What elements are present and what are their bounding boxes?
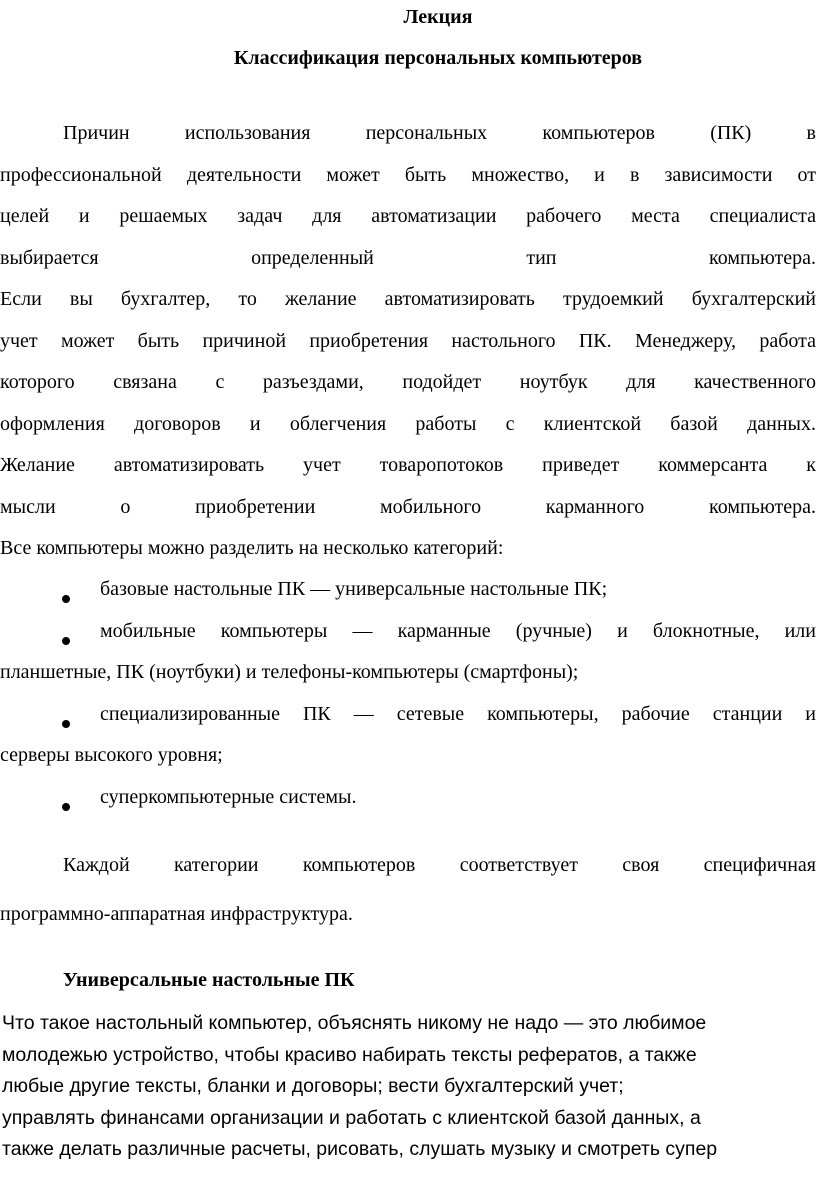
intro-line: Причин использования персональных компьютеров (ПК) в bbox=[63, 122, 816, 144]
intro-line: оформления договоров и облегчения работы с клиентской базой данных. bbox=[0, 412, 816, 435]
closing-line: Каждой категории компьютеров соответствует своя специфичная bbox=[63, 854, 816, 876]
list-item bbox=[0, 620, 816, 703]
section-line: любые другие тексты, бланки и договоры; вести бухгалтерский учет; bbox=[2, 1075, 624, 1098]
intro-line: мысли о приобретении мобильного карманного компьютера. bbox=[0, 495, 816, 518]
category-list bbox=[0, 578, 816, 827]
intro-paragraph bbox=[0, 122, 816, 579]
list-item bbox=[0, 578, 816, 620]
intro-line: Если вы бухгалтер, то желание автоматизировать трудоемкий бухгалтерский bbox=[0, 288, 816, 310]
intro-line: целей и решаемых задач для автоматизации рабочего места специалиста bbox=[0, 205, 816, 227]
section-paragraph bbox=[2, 1008, 816, 1166]
section-line: управлять финансами организации и работать с клиентской базой данных, а bbox=[2, 1106, 701, 1129]
list-item bbox=[0, 703, 816, 786]
section-line: молодежью устройство, чтобы красиво набирать тексты рефератов, а также bbox=[2, 1043, 697, 1066]
intro-line: выбирается определенный тип компьютера. bbox=[0, 246, 816, 269]
intro-line: Все компьютеры можно разделить на несколько категорий: bbox=[0, 537, 504, 559]
list-item-text: мобильные компьютеры — карманные (ручные) и блокнотные, или bbox=[0, 620, 816, 662]
list-item-text: суперкомпьютерные системы. bbox=[0, 786, 816, 828]
closing-paragraph bbox=[0, 845, 816, 945]
bullet-icon bbox=[62, 720, 70, 728]
list-item-continuation: планшетные, ПК (ноутбуки) и телефоны-компьютеры (смартфоны); bbox=[0, 661, 579, 683]
section-line: Что такое настольный компьютер, объяснять никому не надо — это любимое bbox=[2, 1012, 707, 1034]
bullet-icon bbox=[62, 595, 70, 603]
bullet-icon bbox=[62, 637, 70, 645]
list-item bbox=[0, 786, 816, 828]
section-heading: Универсальные настольные ПК bbox=[63, 969, 355, 991]
intro-line: учет может быть причиной приобретения настольного ПК. Менеджеру, работа bbox=[0, 329, 816, 352]
document-title: Классификация персональных компьютеров bbox=[233, 47, 643, 69]
bullet-icon bbox=[62, 803, 70, 811]
lecture-label: Лекция bbox=[403, 6, 473, 28]
intro-line: Желание автоматизировать учет товаропотоков приведет коммерсанта к bbox=[0, 454, 816, 476]
closing-line: программно-аппаратная инфраструктура. bbox=[0, 903, 353, 925]
intro-line: профессиональной деятельности может быть множество, и в зависимости от bbox=[0, 163, 816, 186]
list-item-text: базовые настольные ПК — универсальные настольные ПК; bbox=[0, 578, 816, 620]
section-line: также делать различные расчеты, рисовать, слушать музыку и смотреть супер bbox=[2, 1138, 718, 1161]
list-item-continuation: серверы высокого уровня; bbox=[0, 744, 223, 766]
intro-line: которого связана с разъездами, подойдет ноутбук для качественного bbox=[0, 371, 816, 393]
list-item-text: специализированные ПК — сетевые компьютеры, рабочие станции и bbox=[0, 703, 816, 745]
